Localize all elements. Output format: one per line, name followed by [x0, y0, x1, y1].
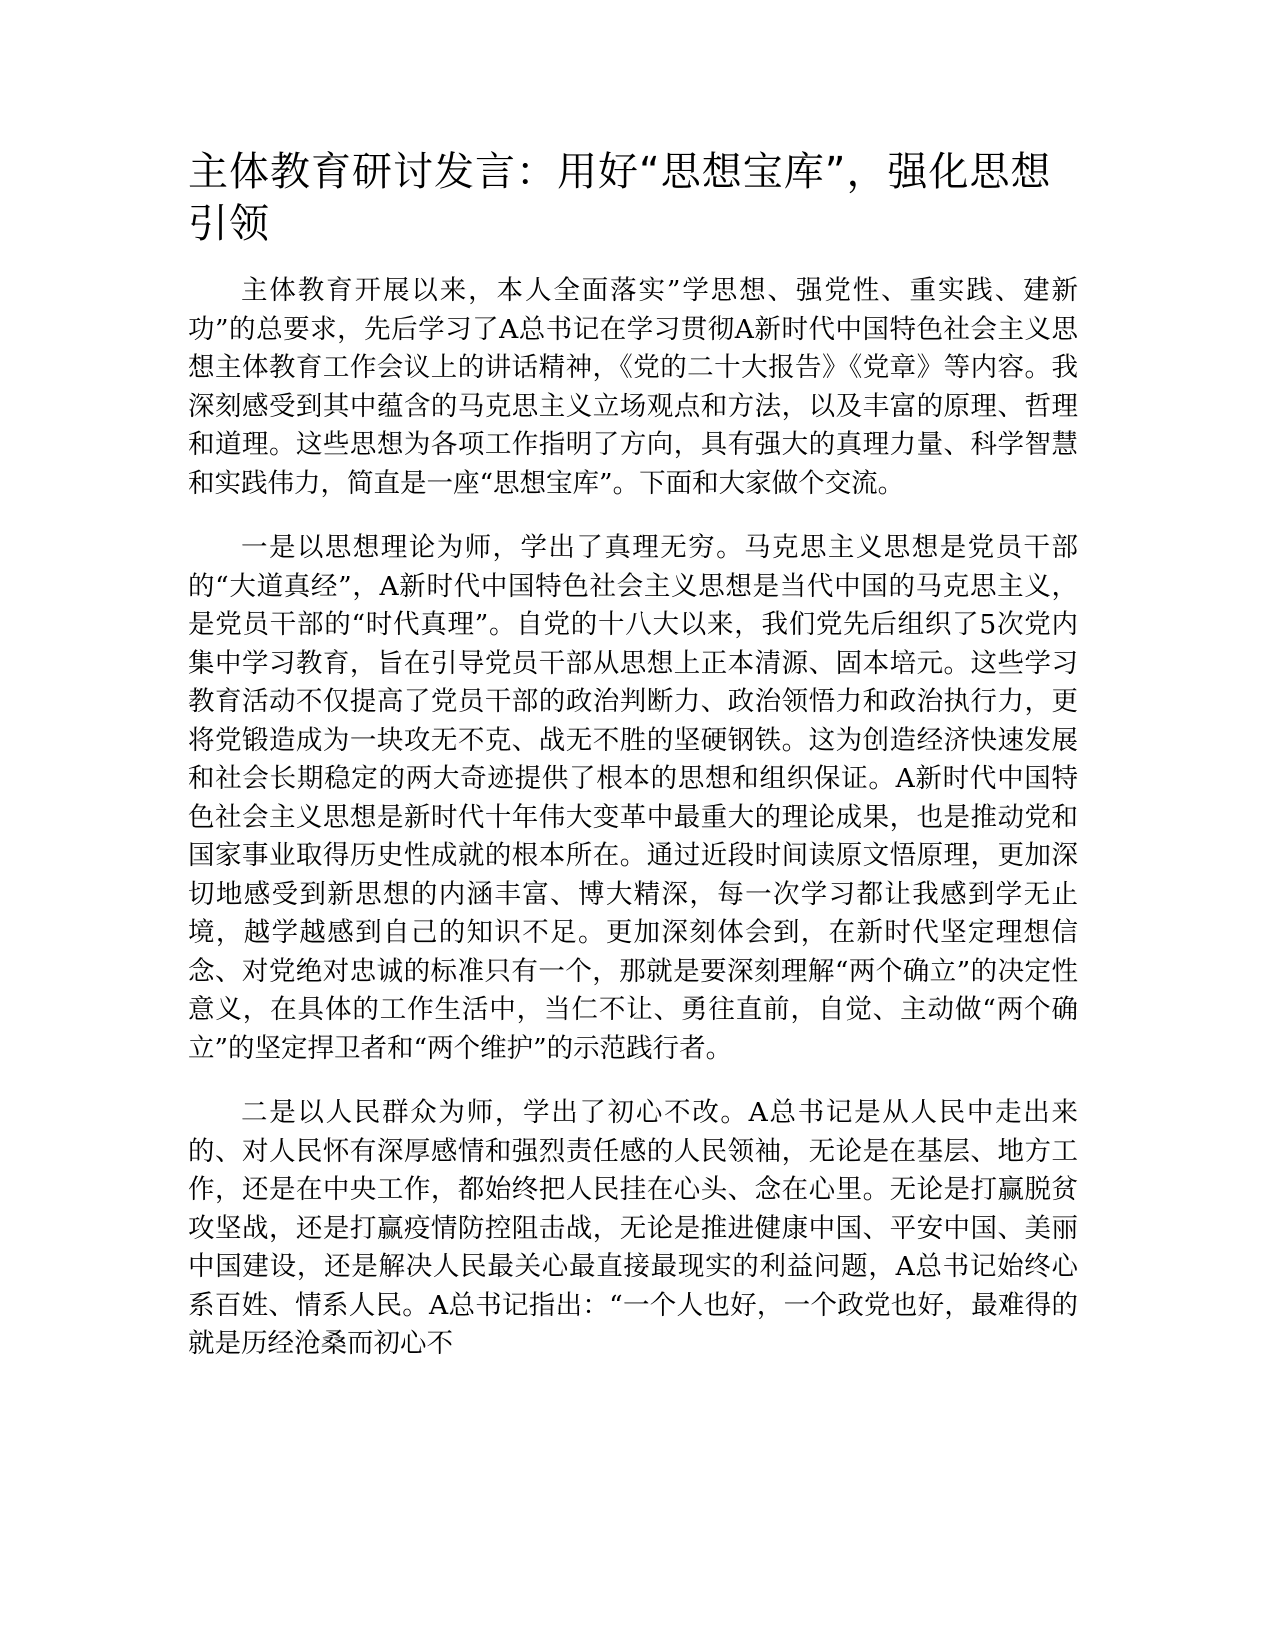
paragraph-intro: 主体教育开展以来，本人全面落实”学思想、强党性、重实践、建新功”的总要求，先后学习了A总书记在学习贯彻A新时代中国特色社会主义思想主体教育工作会议上的讲话精神，《党的二十大报告》《党章》等内容。我深刻感受到其中蕴含的马克思主义立场观点和方法，以及丰富的原理、哲理和道理。这些思想为各项工作指明了方向，具有强大的真理力量、科学智慧和实践伟力，简直是一座“思想宝库”。下面和大家做个交流。 — [188, 275, 1078, 499]
document-body — [188, 272, 1078, 1390]
paragraph-point-one: 一是以思想理论为师，学出了真理无穷。马克思主义思想是党员干部的“大道真经”，A新时代中国特色社会主义思想是当代中国的马克思主义，是党员干部的“时代真理”。自党的十八大以来，我们党先后组织了5次党内集中学习教育，旨在引导党员干部从思想上正本清源、固本培元。这些学习教育活动不仅提高了党员干部的政治判断力、政治领悟力和政治执行力，更将党锻造成为一块攻无不克、战无不胜的坚硬钢铁。这为创造经济快速发展和社会长期稳定的两大奇迹提供了根本的思想和组织保证。A新时代中国特色社会主义思想是新时代十年伟大变革中最重大的理论成果，也是推动党和国家事业取得历史性成就的根本所在。通过近段时间读原文悟原理，更加深切地感受到新思想的内涵丰富、博大精深，每一次学习都让我感到学无止境，越学越感到自己的知识不足。更加深刻体会到，在新时代坚定理想信念、对党绝对忠诚的标准只有一个，那就是要深刻理解“两个确立”的决定性意义，在具体的工作生活中，当仁不让、勇往直前，自觉、主动做“两个确立”的坚定捍卫者和“两个维护”的示范践行者。 — [188, 532, 1078, 1064]
document-title: 主体教育研讨发言：用好“思想宝库”，强化思想引领 — [188, 149, 1052, 247]
paragraph-point-two: 二是以人民群众为师，学出了初心不改。A总书记是从人民中走出来的、对人民怀有深厚感情和强烈责任感的人民领袖，无论是在基层、地方工作，还是在中央工作，都始终把人民挂在心头、念在心里。无论是打赢脱贫攻坚战，还是打赢疫情防控阻击战，无论是推进健康中国、平安中国、美丽中国建设，还是解决人民最关心最直接最现实的利益问题，A总书记始终心系百姓、情系人民。A总书记指出：“一个人也好，一个政党也好，最难得的就是历经沧桑而初心不 — [188, 1097, 1078, 1359]
